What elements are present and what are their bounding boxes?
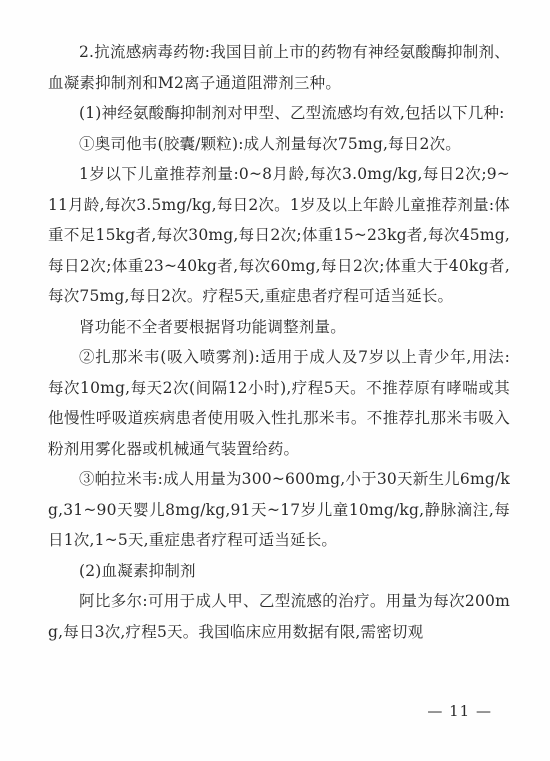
paragraph-hemagglutinin-inhibitors: (2)血凝素抑制剂 — [79, 561, 196, 580]
paragraph-zanamivir: ②扎那米韦(吸入喷雾剂):适用于成人及7岁以上青少年,用法:每次10mg,每天2次(间隔12小时),疗程5天。不推荐原有哮喘或其他慢性呼吸道疾病患者使用吸入性扎那米韦。不推荐扎那米韦吸入粉剂用雾化器或机械通气装置给药。 — [48, 348, 510, 458]
paragraph-child-dosage: 1岁以下儿童推荐剂量:0~8月龄,每次3.0mg/kg,每日2次;9~11月龄,每次3.5mg/kg,每日2次。1岁及以上年龄儿童推荐剂量:体重不足15kg者,每次30mg,每日2次;体重15~23kg者,每次45mg,每日2次;体重23~40kg者,每次60mg,每日2次;体重大于40kg者,每次75mg,每日2次。疗程5天,重症患者疗程可适当延长。 — [48, 165, 510, 305]
paragraph-arbidol: 阿比多尔:可用于成人甲、乙型流感的治疗。用量为每次200mg,每日3次,疗程5天。我国临床应用数据有限,需密切观 — [48, 592, 510, 641]
document-body — [48, 37, 510, 647]
paragraph-oseltamivir: ①奥司他韦(胶囊/颗粒):成人剂量每次75mg,每日2次。 — [79, 134, 461, 153]
paragraph-antiviral-intro: 2.抗流感病毒药物:我国目前上市的药物有神经氨酸酶抑制剂、血凝素抑制剂和M2离子通道阻滞剂三种。 — [48, 43, 510, 92]
paragraph-neuraminidase-inhibitors: (1)神经氨酸酶抑制剂对甲型、乙型流感均有效,包括以下几种: — [79, 104, 505, 122]
paragraph-renal-adjustment: 肾功能不全者要根据肾功能调整剂量。 — [79, 317, 346, 336]
page-number: — 11 — — [427, 702, 492, 720]
paragraph-peramivir: ③帕拉米韦:成人用量为300~600mg,小于30天新生儿6mg/kg,31~90天婴儿8mg/kg,91天~17岁儿童10mg/kg,静脉滴注,每日1次,1~5天,重症患者疗程可适当延长。 — [48, 470, 510, 549]
